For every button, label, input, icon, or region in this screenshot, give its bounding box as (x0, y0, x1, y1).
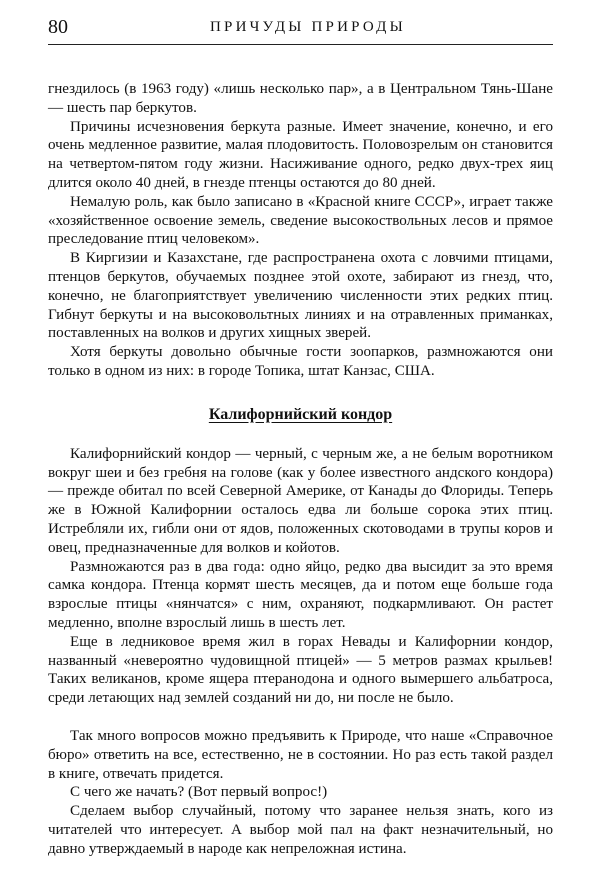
running-title: ПРИЧУДЫ ПРИРОДЫ (210, 19, 406, 35)
page-number: 80 (48, 16, 68, 38)
paragraph: Так много вопросов можно предъявить к Природе, что наше «Справочное бюро» ответить на все, естественно, не в состоянии. Но раз есть такой раздел в книге, отвечать придется. (48, 727, 553, 782)
paragraph: Сделаем выбор случайный, потому что заранее нельзя знать, кого из читателей что интересует. А выбор мой пал на факт незначительный, но давно утверждаемый в народе как непреложная истина. (48, 803, 553, 857)
paragraph: С чего же начать? (Вот первый вопрос!) (70, 784, 328, 801)
paragraph: Немалую роль, как было записано в «Красной книге СССР», играет также «хозяйственное освоение земель, сведение высокоствольных лесов и прямое преследование птиц человеком». (48, 193, 553, 248)
paragraph: Хотя беркуты довольно обычные гости зоопарков, размножаются они только в одном из них: в городе Топика, штат Канзас, США. (48, 344, 553, 379)
paragraph: Размножаются раз в два года: одно яйцо, редко два высидит за это время самка кондора. Птенца кормят шесть месяцев, да и потом еще больше года взрослые птицы «нянчатся» с ним, охраняют, подкармливают. Он растет медленно, вполне взрослый лишь в шесть лет. (48, 558, 553, 631)
paragraph: Калифорнийский кондор — черный, с черным же, а не белым воротником вокруг шеи и без гребня на голове (как у более известного андского кондора) — прежде обитал по всей Северной Америке, от Канады до Флориды. Теперь же в Южной Калифорнии осталось едва ли больше сорока этих птиц. Истребляли их, гибли они от ядов, положенных скотоводами в трупы коров и овец, предназначенные для волков и койотов. (48, 445, 553, 556)
book-page (48, 16, 553, 858)
paragraph: гнездилось (в 1963 году) «лишь несколько пар», а в Центральном Тянь-Шане — шесть пар беркутов. (48, 81, 553, 116)
paragraph: В Киргизии и Казахстане, где распространена охота с ловчими птицами, птенцов беркутов, обучаемых позднее этой охоте, забирают из гнезд, что, конечно, не благоприятствует увеличению численности этих редких птиц. Гибнут беркуты и на высоковольтных линиях и на отравленных приманках, поставленных на волков и других хищных зверей. (48, 250, 553, 342)
page-header (48, 16, 553, 45)
paragraph: Еще в ледниковое время жил в горах Невады и Калифорнии кондор, названный «невероятно чудовищной птицей» — 5 метров размах крыльев! Таких великанов, кроме ящера птеранодона и одного вымершего альбатроса, среди летающих над землей созданий ни до, ни после не было. (48, 633, 553, 707)
section-title: Калифорнийский кондор (208, 405, 393, 423)
paragraph: Причины исчезновения беркута разные. Имеет значение, конечно, и его очень медленное развитие, малая плодовитость. Половозрелым он становится на четвертом-пятом году жизни. Насиживание одного, редко двух-трех яиц длится около 40 дней, в гнезде птенцы остаются до 80 дней. (48, 118, 553, 191)
section-gap (48, 708, 553, 727)
page-content (48, 80, 553, 858)
